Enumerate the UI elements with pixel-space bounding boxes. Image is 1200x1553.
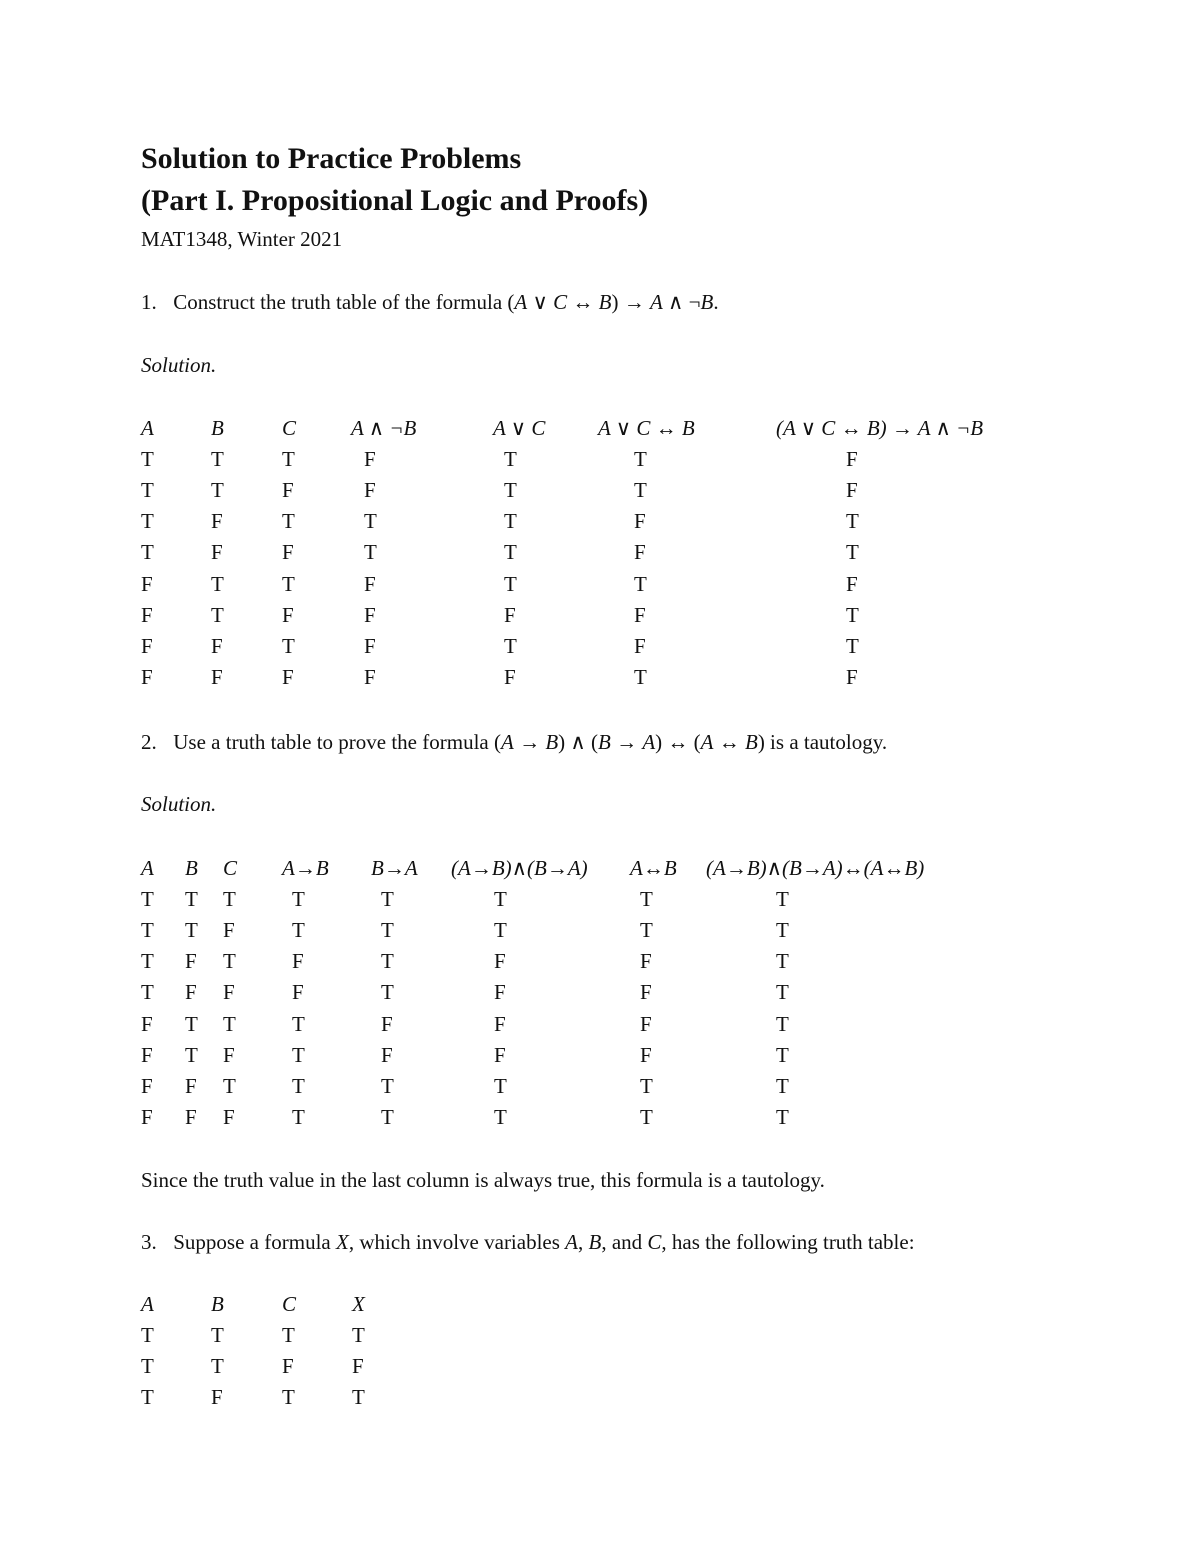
table-cell: T (141, 1354, 154, 1379)
table-cell: T (846, 509, 859, 534)
prompt-var: C (647, 1230, 662, 1254)
table-header-cell: A (141, 1292, 154, 1316)
prompt-var: A (500, 730, 514, 754)
table-cell: F (494, 949, 506, 974)
table-cell: F (141, 1011, 153, 1036)
table-cell: T (381, 918, 394, 943)
problem-2-solution-label: Solution. (141, 792, 217, 816)
table-header-cell: B→A (371, 856, 418, 880)
table-cell: T (381, 980, 394, 1005)
prompt-text: → (610, 730, 643, 754)
prompt-var: C (553, 290, 568, 314)
table-cell: F (141, 633, 153, 658)
table-cell: T (504, 478, 517, 503)
table-header-cell: (A ∨ C ↔ B) → A ∧ ¬B (776, 416, 984, 440)
prompt-var: A (565, 1230, 578, 1254)
table-cell: T (494, 1073, 507, 1098)
prompt-var: X (335, 1230, 349, 1254)
table-cell: F (364, 633, 376, 658)
table-header-cell: A (141, 856, 154, 880)
table-cell: T (141, 980, 154, 1005)
table-cell: T (504, 571, 517, 596)
prompt-var: B (598, 290, 612, 314)
table-cell: F (282, 1354, 294, 1379)
table-cell: T (211, 478, 224, 503)
table-cell: T (776, 980, 789, 1005)
prompt-text: ∧ ¬ (662, 290, 701, 314)
table-cell: T (352, 1323, 365, 1348)
prompt-var: B (700, 290, 714, 314)
prompt-var: B (744, 730, 758, 754)
table-cell: F (846, 664, 858, 689)
table-cell: T (634, 447, 647, 472)
table-cell: T (185, 918, 198, 943)
table-cell: F (223, 918, 235, 943)
table-cell: T (776, 949, 789, 974)
table-cell: T (141, 887, 154, 912)
table-cell: F (292, 980, 304, 1005)
table-cell: F (223, 1104, 235, 1129)
doc-title-line2: (Part I. Propositional Logic and Proofs) (141, 184, 649, 217)
table-cell: F (640, 980, 652, 1005)
table-cell: T (634, 571, 647, 596)
prompt-text: ↔ (713, 730, 745, 754)
problem-3-number: 3. (141, 1230, 157, 1254)
table-cell: T (211, 447, 224, 472)
table-header-cell: (A→B)∧(B→A) (451, 856, 588, 880)
table-cell: F (282, 602, 294, 627)
prompt-text: → (513, 730, 546, 754)
table-cell: T (504, 633, 517, 658)
table-cell: F (364, 602, 376, 627)
table-header-cell: B (185, 856, 198, 880)
table-cell: T (292, 918, 305, 943)
table-cell: T (776, 1073, 789, 1098)
prompt-text: ∨ (527, 290, 554, 314)
table-cell: F (640, 949, 652, 974)
table-cell: F (364, 447, 376, 472)
prompt-text: Suppose a formula (173, 1230, 336, 1254)
table-header-cell: B (211, 1292, 224, 1316)
table-cell: T (364, 540, 377, 565)
table-header-cell: X (352, 1292, 365, 1316)
problem-3-prompt (141, 1230, 915, 1255)
table-cell: F (494, 1011, 506, 1036)
table-header-cell: (A→B)∧(B→A)↔(A↔B) (706, 856, 925, 880)
prompt-text: , has the following truth table: (661, 1230, 915, 1254)
table-cell: T (141, 509, 154, 534)
problem-1-number: 1. (141, 290, 157, 314)
prompt-var: A (642, 730, 656, 754)
table-cell: T (504, 509, 517, 534)
table-header-cell: A ∨ C (493, 416, 546, 440)
doc-title-line1: Solution to Practice Problems (141, 142, 522, 175)
table-cell: T (185, 1042, 198, 1067)
table-cell: F (494, 1042, 506, 1067)
table-header-cell: C (282, 416, 297, 440)
prompt-text: ) ∧ ( (558, 730, 598, 754)
prompt-var: A (649, 290, 663, 314)
table-cell: T (282, 633, 295, 658)
table-cell: F (640, 1011, 652, 1036)
table-cell: T (640, 918, 653, 943)
table-cell: T (223, 949, 236, 974)
table-cell: F (185, 949, 197, 974)
table-cell: T (282, 447, 295, 472)
problem-1-solution-label: Solution. (141, 353, 217, 377)
table-cell: T (292, 1042, 305, 1067)
table-cell: F (141, 571, 153, 596)
table-cell: F (634, 633, 646, 658)
table-cell: T (504, 447, 517, 472)
table-cell: T (381, 1073, 394, 1098)
table-cell: T (292, 887, 305, 912)
table-cell: T (282, 571, 295, 596)
table-cell: F (364, 571, 376, 596)
table-cell: T (292, 1104, 305, 1129)
table-cell: T (185, 1011, 198, 1036)
prompt-text: Construct the truth table of the formula ( (173, 290, 515, 314)
table-cell: T (282, 1385, 295, 1410)
table-cell: F (364, 664, 376, 689)
prompt-text: . (713, 290, 719, 314)
prompt-text: ) is a tautology. (757, 730, 888, 754)
table-cell: T (141, 447, 154, 472)
course-info: MAT1348, Winter 2021 (141, 227, 343, 251)
table-header-cell: A (141, 416, 154, 440)
table-cell: F (640, 1042, 652, 1067)
problem-2-number: 2. (141, 730, 157, 754)
table-cell: F (211, 664, 223, 689)
prompt-text: , and (601, 1230, 648, 1254)
table-cell: F (141, 1042, 153, 1067)
table-cell: F (364, 478, 376, 503)
table-cell: F (211, 1385, 223, 1410)
problem-2-prompt (141, 730, 887, 755)
table-cell: T (211, 602, 224, 627)
prompt-text: , which involve variables (348, 1230, 566, 1254)
table-cell: F (141, 664, 153, 689)
table-cell: F (381, 1042, 393, 1067)
table-cell: T (640, 887, 653, 912)
table-cell: T (381, 949, 394, 974)
table-cell: T (223, 887, 236, 912)
table-cell: F (185, 1073, 197, 1098)
table-header-cell: A ∨ C ↔ B (598, 416, 695, 440)
table-cell: T (282, 1323, 295, 1348)
table-cell: F (846, 571, 858, 596)
table-cell: F (223, 1042, 235, 1067)
table-cell: T (846, 633, 859, 658)
table-cell: T (776, 1104, 789, 1129)
table-cell: F (634, 509, 646, 534)
table-cell: F (211, 509, 223, 534)
table-cell: T (776, 1011, 789, 1036)
table-cell: F (634, 602, 646, 627)
table-cell: F (223, 980, 235, 1005)
table-header-cell: C (282, 1292, 297, 1316)
prompt-var: A (700, 730, 714, 754)
table-cell: T (381, 887, 394, 912)
table-cell: T (292, 1011, 305, 1036)
table-cell: T (185, 887, 198, 912)
table-cell: T (352, 1385, 365, 1410)
table-cell: T (211, 1354, 224, 1379)
table-cell: F (211, 633, 223, 658)
table-cell: T (141, 540, 154, 565)
prompt-text: Use a truth table to prove the formula ( (173, 730, 501, 754)
table-cell: F (141, 602, 153, 627)
table-cell: F (504, 602, 516, 627)
table-cell: T (846, 602, 859, 627)
prompt-var: B (545, 730, 559, 754)
problem-2-conclusion: Since the truth value in the last column is always true, this formula is a tautology. (141, 1168, 825, 1192)
table-cell: T (634, 664, 647, 689)
table-cell: T (292, 1073, 305, 1098)
table-cell: F (282, 540, 294, 565)
table-cell: F (282, 664, 294, 689)
table-cell: T (846, 540, 859, 565)
table-cell: T (141, 1323, 154, 1348)
table-header-cell: A ∧ ¬B (351, 416, 417, 440)
table-cell: F (504, 664, 516, 689)
table-cell: T (141, 918, 154, 943)
table-cell: T (640, 1073, 653, 1098)
table-cell: F (141, 1073, 153, 1098)
table-cell: T (211, 571, 224, 596)
table-cell: T (776, 887, 789, 912)
table-cell: F (846, 447, 858, 472)
table-cell: F (381, 1011, 393, 1036)
table-cell: F (282, 478, 294, 503)
table-cell: T (223, 1073, 236, 1098)
table-cell: T (494, 1104, 507, 1129)
table-cell: T (494, 918, 507, 943)
table-cell: F (846, 478, 858, 503)
table-cell: F (494, 980, 506, 1005)
table-cell: T (640, 1104, 653, 1129)
table-cell: F (211, 540, 223, 565)
table-cell: T (211, 1323, 224, 1348)
table-cell: T (776, 918, 789, 943)
table-cell: T (141, 949, 154, 974)
prompt-var: A (514, 290, 528, 314)
table-header-cell: C (223, 856, 238, 880)
table-header-cell: A↔B (630, 856, 677, 880)
table-cell: T (141, 478, 154, 503)
table-cell: F (185, 980, 197, 1005)
table-cell: F (185, 1104, 197, 1129)
table-header-cell: B (211, 416, 224, 440)
table-cell: F (292, 949, 304, 974)
prompt-var: B (598, 730, 611, 754)
problem-1-prompt (141, 290, 719, 315)
table-cell: T (141, 1385, 154, 1410)
table-cell: T (504, 540, 517, 565)
prompt-text: ) ↔ ( (655, 730, 701, 754)
table-cell: T (282, 509, 295, 534)
table-cell: T (364, 509, 377, 534)
prompt-var: B (588, 1230, 602, 1254)
table-cell: T (381, 1104, 394, 1129)
prompt-text: ↔ (567, 290, 599, 314)
table-cell: F (141, 1104, 153, 1129)
table-cell: T (223, 1011, 236, 1036)
prompt-text: , (578, 1230, 589, 1254)
table-cell: T (776, 1042, 789, 1067)
prompt-text: ) → (611, 290, 650, 314)
table-cell: T (634, 478, 647, 503)
table-cell: F (352, 1354, 364, 1379)
table-header-cell: A→B (282, 856, 329, 880)
table-cell: F (634, 540, 646, 565)
table-cell: T (494, 887, 507, 912)
